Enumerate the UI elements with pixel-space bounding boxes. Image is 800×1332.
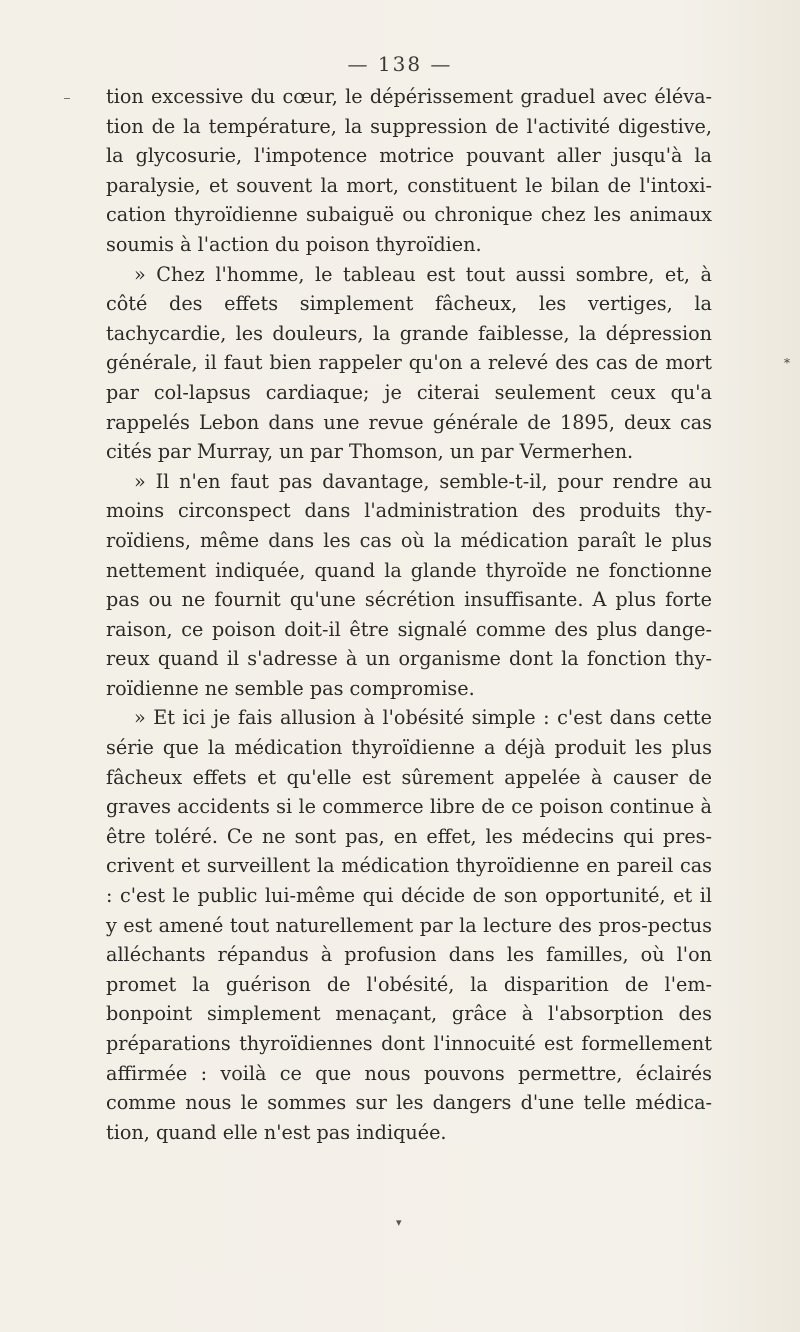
margin-tick-mark	[64, 98, 70, 99]
paragraph-1: tion excessive du cœur, le dépérissement graduel avec éléva-tion de la température, la suppression de l'activité digestive, la glycosurie, l'impotence motrice pouvant aller jusqu'à la paralysie, et souvent la mort, constituent le bilan de l'intoxi-cation thyroïdienne subaiguë ou chronique chez les animaux soumis à l'action du poison thyroïdien.	[106, 85, 712, 256]
paragraph-2: » Chez l'homme, le tableau est tout aussi sombre, et, à côté des effets simplement fâcheux, les vertiges, la tachycardie, les douleurs, la grande faiblesse, la dépression générale, il faut bien rappeler qu'on a relevé des cas de mort par col-lapsus cardiaque; je citerai seulement ceux qu'a rappelés Lebon dans une revue générale de 1895, deux cas cités par Murray, un par Thomson, un par Vermerhen.	[106, 262, 712, 464]
page-number: — 138 —	[347, 52, 453, 76]
bottom-printer-mark: ▾	[396, 1216, 402, 1229]
paragraph-4: » Et ici je fais allusion à l'obésité simple : c'est dans cette série que la médication thyroïdienne a déjà produit les plus fâcheux effets et qu'elle est sûrement appelée à causer de graves accidents si le commerce libre de ce poison continue à être toléré. Ce ne sont pas, en effet, les médecins qui pres-crivent et surveillent la médication thyroïdienne en pareil cas : c'est le public lui-même qui décide de son opportunité, et il y est amené tout naturellement par la lecture des pros-pectus alléchants répandus à profusion dans les familles, où l'on promet la guérison de l'obésité, la disparition de l'em-bonpoint simplement menaçant, grâce à l'absorption des préparations thyroïdiennes dont l'innocuité est formellement affirmée : voilà ce que nous pouvons permettre, éclairés comme nous le sommes sur les dangers d'une telle médica-tion, quand elle n'est pas indiquée.	[106, 706, 712, 1144]
paragraph-3: » Il n'en faut pas davantage, semble-t-il, pour rendre au moins circonspect dans l'administration des produits thy-roïdiens, même dans les cas où la médication paraît le plus nettement indiquée, quand la glande thyroïde ne fonctionne pas ou ne fournit qu'une sécrétion insuffisante. A plus forte raison, ce poison doit-il être signalé comme des plus dange-reux quand il s'adresse à un organisme dont la fonction thy-roïdienne ne semble pas compromise.	[106, 469, 712, 700]
margin-star-mark: *	[784, 356, 790, 370]
body-text	[106, 82, 712, 1147]
